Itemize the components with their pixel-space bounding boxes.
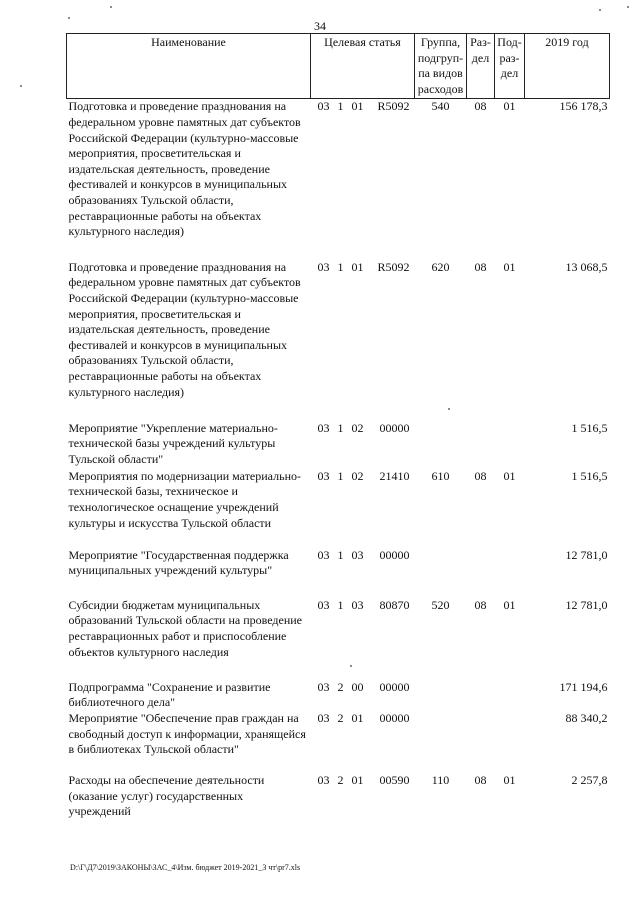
row-razdel [467,711,495,773]
header-name: Наименование [67,34,311,99]
table-row [67,773,610,821]
scan-speck [448,408,450,410]
row-amount: 13 068,5 [565,259,608,274]
table-header-row [67,34,610,99]
row-amount: 171 194,6 [559,679,608,694]
row-amount: 12 781,0 [565,597,608,612]
table-row [67,548,610,598]
row-amount: 2 257,8 [571,773,608,788]
row-podrazdel: 01 [503,597,516,612]
row-target: 03 2 00 00000 [317,679,410,694]
row-target: 03 1 03 80870 [317,597,410,612]
row-name: Мероприятие "Укрепление материально-технической базы учреждений культуры Тульской области" [68,420,278,467]
row-group: 520 [431,597,450,612]
row-name: Подпрограмма "Сохранение и развитие библиотечного дела" [68,679,271,710]
row-amount: 88 340,2 [565,711,608,726]
row-razdel [467,421,495,469]
header-podrazdel: Под-раз-дел [495,34,525,99]
row-amount: 1 516,5 [571,420,608,435]
row-podrazdel [495,548,525,598]
row-name: Субсидии бюджетам муниципальных образований Тульской области на проведение реставрационных работ и приспособление объектов культурного наследия [68,597,302,659]
scan-speck [350,665,352,667]
row-razdel: 08 [474,468,487,483]
row-razdel [467,680,495,711]
row-name: Мероприятия по модернизации материально-технической базы, техническое и технологическое оснащение учреждений культуры и искусства Тульской области [68,468,301,530]
header-year: 2019 год [525,34,610,99]
row-razdel: 08 [474,99,487,114]
table-row [67,99,610,260]
scan-speck [20,85,22,87]
table-row [67,598,610,680]
header-group: Группа, подгруп-па видов расходов [415,34,467,99]
row-amount: 12 781,0 [565,547,608,562]
scan-speck [599,9,601,11]
row-razdel: 08 [474,597,487,612]
row-name: Мероприятие "Государственная поддержка муниципальных учреждений культуры" [68,547,289,578]
row-target: 03 1 01 R5092 [317,99,410,114]
row-group: 540 [431,99,450,114]
row-name: Мероприятие "Обеспечение прав граждан на свободный доступ к информации, хранящейся в библиотеках Тульской области" [68,711,306,757]
row-group: 110 [431,773,450,788]
file-path-footer: D:\Г\Д7\2019\ЗАКОНЫ\ЗАС_4\Изм. бюджет 2019-2021_3 чт\pr7.xls [70,863,301,872]
row-group [415,421,467,469]
row-group: 620 [431,259,450,274]
row-name: Расходы на обеспечение деятельности (оказание услуг) государственных учреждений [68,773,265,819]
scan-speck [627,6,629,8]
row-podrazdel [495,421,525,469]
row-target: 03 1 03 00000 [317,547,410,562]
row-razdel [467,548,495,598]
row-name: Подготовка и проведение празднования на федеральном уровне памятных дат субъектов Российской Федерации (культурно-массовые мероприятия, просветительская и издательская деятельность, проведение фестивалей и конкурсов в муниципальных образованиях Тульской области, реставрационные работы на объектах культурного наследия) [68,259,301,399]
row-group: 610 [431,468,450,483]
page-number: 34 [314,19,326,33]
row-target: 03 1 02 21410 [317,468,410,483]
row-podrazdel: 01 [503,468,516,483]
row-podrazdel: 01 [503,99,516,114]
row-target: 03 2 01 00000 [317,711,410,726]
row-amount: 156 178,3 [559,99,608,114]
table-row [67,260,610,421]
row-podrazdel: 01 [503,259,516,274]
row-podrazdel [495,711,525,773]
row-razdel: 08 [474,259,487,274]
table-row [67,711,610,773]
row-podrazdel: 01 [503,773,516,788]
row-target: 03 1 01 R5092 [317,259,410,274]
row-name: Подготовка и проведение празднования на федеральном уровне памятных дат субъектов Российской Федерации (культурно-массовые мероприятия, просветительская и издательская деятельность, проведение фестивалей и конкурсов в муниципальных образованиях Тульской области, реставрационные работы на объектах культурного наследия) [68,99,301,239]
row-group [415,711,467,773]
header-razdel: Раз-дел [467,34,495,99]
row-amount: 1 516,5 [571,468,608,483]
table-row [67,469,610,548]
row-razdel: 08 [474,773,487,788]
row-podrazdel [495,680,525,711]
row-group [415,548,467,598]
row-target: 03 2 01 00590 [317,773,410,788]
row-group [415,680,467,711]
scan-speck [110,6,112,8]
scan-speck [68,17,70,19]
row-target: 03 1 02 00000 [317,420,410,435]
table-row [67,421,610,469]
table-row [67,680,610,711]
budget-table [66,33,609,821]
header-target: Целевая статья [311,34,415,99]
